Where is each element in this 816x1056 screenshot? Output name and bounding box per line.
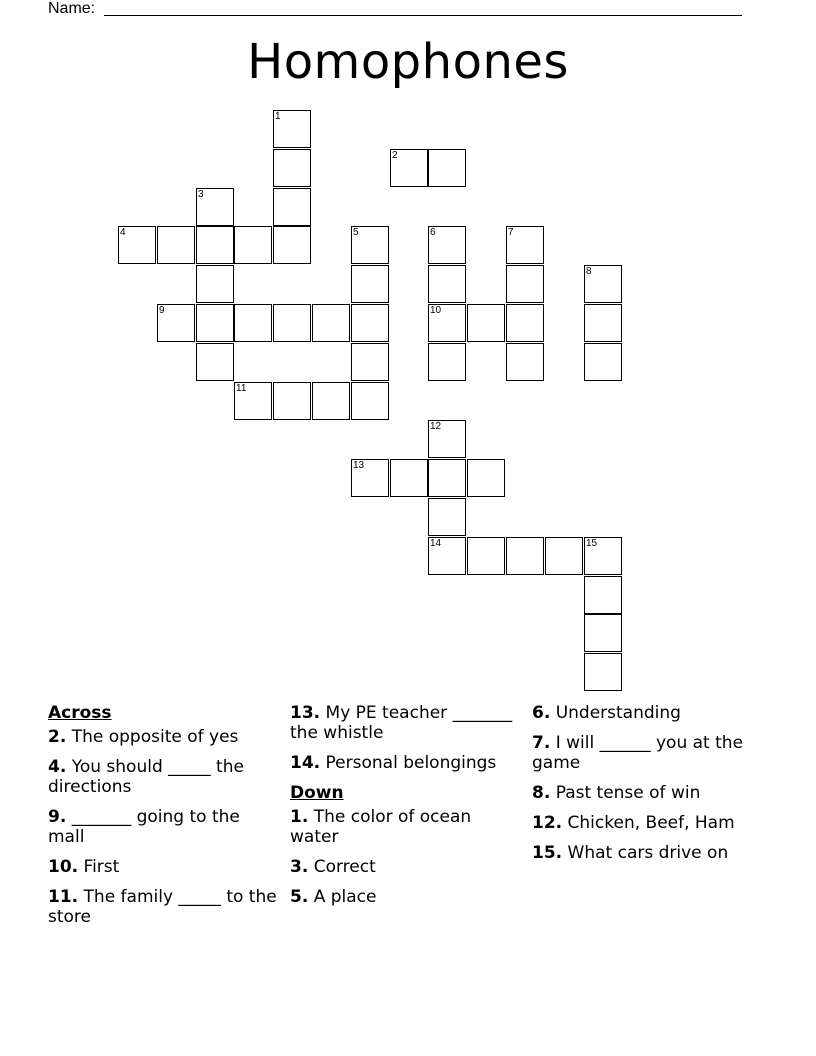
clue-text: _______ going to the mall xyxy=(48,807,240,847)
grid-cell[interactable] xyxy=(157,226,195,264)
clue-across-4 xyxy=(48,757,280,797)
grid-cell[interactable] xyxy=(196,343,234,381)
grid-cell[interactable] xyxy=(467,459,505,497)
grid-cell[interactable] xyxy=(273,304,311,342)
grid-cell[interactable] xyxy=(273,149,311,187)
clue-across-10 xyxy=(48,857,280,877)
grid-cell[interactable] xyxy=(584,614,622,652)
grid-cell[interactable] xyxy=(196,265,234,303)
grid-cell[interactable] xyxy=(428,304,466,342)
grid-cell[interactable] xyxy=(312,382,350,420)
cell-number: 10 xyxy=(430,305,442,316)
grid-cell[interactable] xyxy=(428,343,466,381)
clue-text: Understanding xyxy=(555,703,681,723)
grid-cell[interactable] xyxy=(351,459,389,497)
cell-number: 5 xyxy=(353,227,359,238)
clue-text: Correct xyxy=(313,857,376,877)
grid-cell[interactable] xyxy=(351,304,389,342)
clue-text: First xyxy=(83,857,120,877)
clue-number: 5. xyxy=(290,887,309,907)
clue-text: What cars drive on xyxy=(567,843,729,863)
cell-number: 11 xyxy=(236,383,247,394)
cell-number: 9 xyxy=(159,305,165,316)
grid-cell[interactable] xyxy=(273,188,311,226)
grid-cell[interactable] xyxy=(428,149,466,187)
grid-cell[interactable] xyxy=(584,653,622,691)
cell-number: 12 xyxy=(430,421,442,432)
clue-down-8 xyxy=(532,783,772,803)
cell-number: 15 xyxy=(586,538,598,549)
grid-cell[interactable] xyxy=(351,226,389,264)
clue-text: You should _____ the directions xyxy=(48,757,244,797)
grid-cell[interactable] xyxy=(273,382,311,420)
clue-down-6 xyxy=(532,703,772,723)
grid-cell[interactable] xyxy=(584,576,622,614)
grid-cell[interactable] xyxy=(428,226,466,264)
down-heading: Down xyxy=(290,783,344,803)
clue-text: My PE teacher _______ the whistle xyxy=(290,703,513,743)
clue-down-5 xyxy=(290,887,522,907)
clue-text: The color of ocean water xyxy=(290,807,472,847)
clue-number: 6. xyxy=(532,703,551,723)
clues-column-2 xyxy=(290,703,522,917)
clue-text: A place xyxy=(313,887,377,907)
clue-number: 1. xyxy=(290,807,309,827)
clue-number: 15. xyxy=(532,843,563,863)
clue-number: 4. xyxy=(48,757,67,777)
clue-text: I will ______ you at the game xyxy=(532,733,744,773)
clue-down-1 xyxy=(290,807,522,847)
clue-across-11 xyxy=(48,887,280,927)
grid-cell[interactable] xyxy=(428,459,466,497)
grid-cell[interactable] xyxy=(584,265,622,303)
grid-cell[interactable] xyxy=(467,304,505,342)
grid-cell[interactable] xyxy=(506,304,544,342)
clue-text: Chicken, Beef, Ham xyxy=(567,813,735,833)
clue-number: 12. xyxy=(532,813,563,833)
clue-number: 3. xyxy=(290,857,309,877)
grid-cell[interactable] xyxy=(157,304,195,342)
grid-cell[interactable] xyxy=(234,382,272,420)
cell-number: 3 xyxy=(198,189,204,200)
clues-column-1 xyxy=(48,703,280,937)
grid-cell[interactable] xyxy=(351,343,389,381)
cell-number: 4 xyxy=(120,227,126,238)
cell-number: 14 xyxy=(430,538,442,549)
page-title: Homophones xyxy=(247,34,569,90)
grid-cell[interactable] xyxy=(351,265,389,303)
grid-cell[interactable] xyxy=(506,226,544,264)
grid-cell[interactable] xyxy=(428,265,466,303)
grid-cell[interactable] xyxy=(196,226,234,264)
grid-cell[interactable] xyxy=(196,188,234,226)
grid-cell[interactable] xyxy=(118,226,156,264)
clue-number: 10. xyxy=(48,857,79,877)
cell-number: 2 xyxy=(392,150,398,161)
grid-cell[interactable] xyxy=(545,537,583,575)
cell-number: 6 xyxy=(430,227,436,238)
grid-cell[interactable] xyxy=(584,343,622,381)
clue-number: 14. xyxy=(290,753,321,773)
clue-text: Personal belongings xyxy=(325,753,497,773)
clue-across-13 xyxy=(290,703,522,743)
cell-number: 1 xyxy=(275,111,281,122)
name-label: Name: xyxy=(48,0,96,17)
clue-number: 8. xyxy=(532,783,551,803)
clue-number: 13. xyxy=(290,703,321,723)
clue-down-15 xyxy=(532,843,772,863)
clue-across-14 xyxy=(290,753,522,773)
across-heading: Across xyxy=(48,703,112,723)
clue-text: The family _____ to the store xyxy=(48,887,277,927)
grid-cell[interactable] xyxy=(584,537,622,575)
grid-cell[interactable] xyxy=(428,420,466,458)
grid-cell[interactable] xyxy=(351,382,389,420)
clues-column-3 xyxy=(532,703,772,873)
grid-cell[interactable] xyxy=(390,459,428,497)
clue-number: 9. xyxy=(48,807,67,827)
grid-cell[interactable] xyxy=(467,537,505,575)
grid-cell[interactable] xyxy=(234,304,272,342)
grid-cell[interactable] xyxy=(428,498,466,536)
grid-cell[interactable] xyxy=(428,537,466,575)
clue-number: 2. xyxy=(48,727,67,747)
clue-down-7 xyxy=(532,733,772,773)
cell-number: 13 xyxy=(353,460,365,471)
grid-cell[interactable] xyxy=(312,304,350,342)
grid-cell[interactable] xyxy=(506,265,544,303)
grid-cell[interactable] xyxy=(584,304,622,342)
clue-number: 7. xyxy=(532,733,551,753)
cell-number: 8 xyxy=(586,266,592,277)
clue-down-3 xyxy=(290,857,522,877)
grid-cell[interactable] xyxy=(506,343,544,381)
grid-cell[interactable] xyxy=(273,226,311,264)
grid-cell[interactable] xyxy=(196,304,234,342)
grid-cell[interactable] xyxy=(390,149,428,187)
clue-across-2 xyxy=(48,727,280,747)
clue-number: 11. xyxy=(48,887,79,907)
clue-across-9 xyxy=(48,807,280,847)
grid-cell[interactable] xyxy=(506,537,544,575)
clue-down-12 xyxy=(532,813,772,833)
grid-cell[interactable] xyxy=(234,226,272,264)
grid-cell[interactable] xyxy=(273,110,311,148)
cell-number: 7 xyxy=(508,227,514,238)
clue-text: Past tense of win xyxy=(555,783,701,803)
clue-text: The opposite of yes xyxy=(71,727,239,747)
